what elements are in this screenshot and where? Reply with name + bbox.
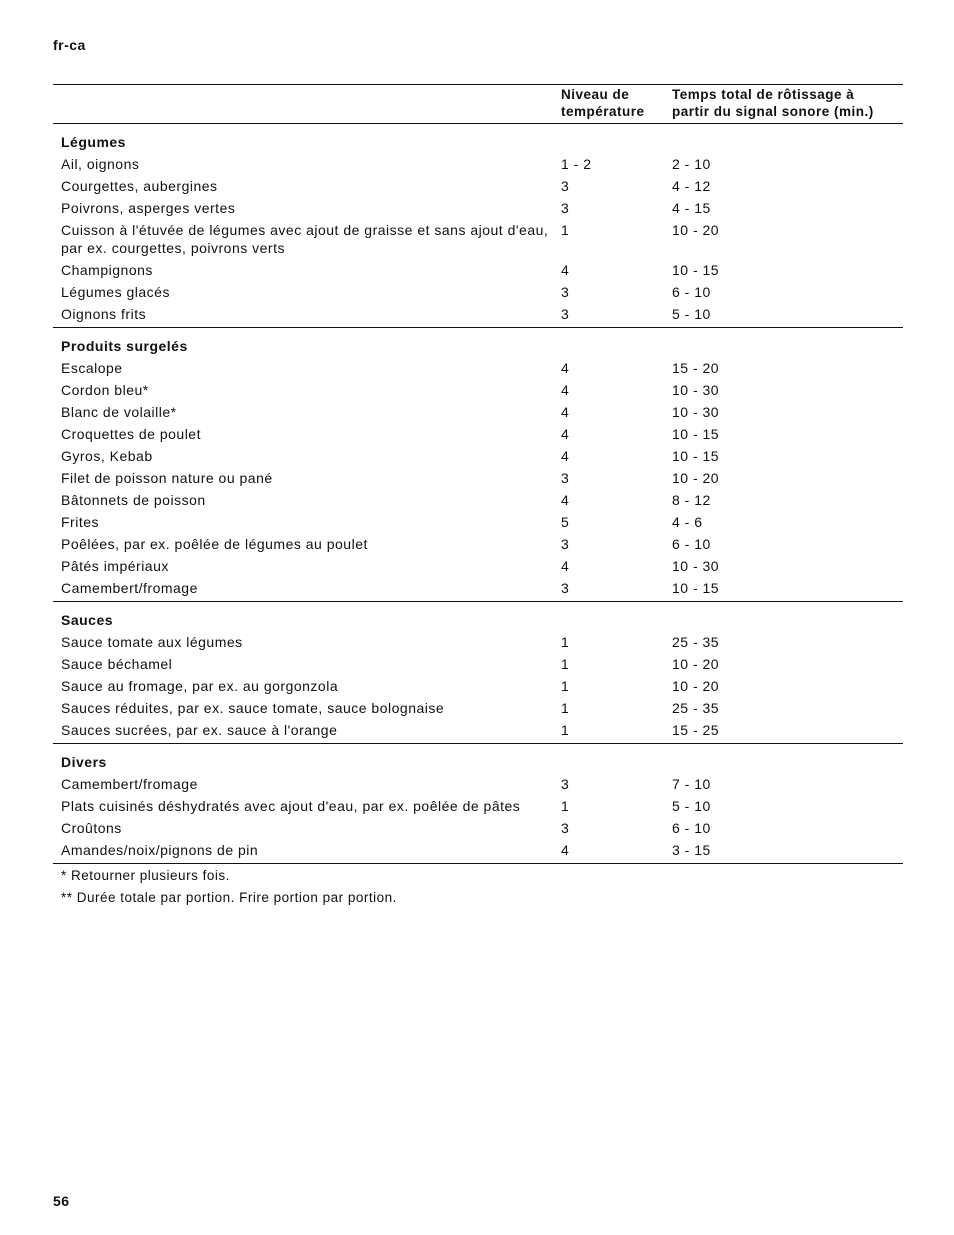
cooking-time: 6 - 10: [672, 284, 711, 300]
cooking-time: 25 - 35: [672, 634, 720, 650]
cooking-time: 15 - 25: [672, 722, 720, 738]
food-name: Oignons frits: [61, 306, 147, 322]
temperature-level: 3: [561, 470, 570, 486]
food-name: Légumes glacés: [61, 284, 170, 300]
food-name: Cordon bleu*: [61, 382, 149, 398]
column-header-level-line1: Niveau de: [561, 87, 630, 102]
food-name: Camembert/fromage: [61, 776, 198, 792]
temperature-level: 4: [561, 262, 570, 278]
cooking-time: 10 - 30: [672, 382, 720, 398]
temperature-level: 4: [561, 360, 570, 376]
section-heading: Produits surgelés: [61, 338, 188, 354]
food-name: Sauce tomate aux légumes: [61, 634, 243, 650]
cooking-time: 10 - 20: [672, 222, 720, 238]
section-heading: Légumes: [61, 134, 126, 150]
table-row: [53, 653, 903, 675]
cooking-time: 7 - 10: [672, 776, 711, 792]
temperature-level: 1: [561, 722, 570, 738]
food-name: Sauce au fromage, par ex. au gorgonzola: [61, 678, 339, 694]
cooking-time: 4 - 6: [672, 514, 703, 530]
food-name: Frites: [61, 514, 99, 530]
table-row: [53, 219, 903, 259]
table-row: [53, 631, 903, 653]
table-row: [53, 489, 903, 511]
food-name: Blanc de volaille*: [61, 404, 177, 420]
table-row: [53, 197, 903, 219]
table-section: [53, 328, 903, 602]
food-name: Champignons: [61, 262, 153, 278]
temperature-level: 4: [561, 426, 570, 442]
table-row: [53, 817, 903, 839]
food-name: Poivrons, asperges vertes: [61, 200, 236, 216]
column-header-time-line2: partir du signal sonore (min.): [672, 104, 874, 119]
column-header-time: [672, 86, 874, 120]
table-section: [53, 602, 903, 744]
food-name: Bâtonnets de poisson: [61, 492, 206, 508]
cooking-time: 6 - 10: [672, 820, 711, 836]
cooking-time: 10 - 20: [672, 470, 720, 486]
page-number: 56: [53, 1193, 70, 1209]
temperature-level: 3: [561, 284, 570, 300]
temperature-level: 4: [561, 404, 570, 420]
cooking-time: 3 - 15: [672, 842, 711, 858]
table-row: [53, 401, 903, 423]
table-row: [53, 281, 903, 303]
cooking-time: 10 - 20: [672, 656, 720, 672]
table-section: [53, 124, 903, 328]
temperature-level: 4: [561, 448, 570, 464]
table-row: [53, 697, 903, 719]
cooking-time: 4 - 12: [672, 178, 711, 194]
cooking-time: 10 - 15: [672, 580, 720, 596]
language-code: fr-ca: [53, 37, 86, 53]
table-row: [53, 773, 903, 795]
table-row: [53, 839, 903, 861]
temperature-level: 3: [561, 178, 570, 194]
food-name: Pâtés impériaux: [61, 558, 169, 574]
table-row: [53, 719, 903, 741]
food-name: Croûtons: [61, 820, 122, 836]
cooking-time: 5 - 10: [672, 306, 711, 322]
food-name: Cuisson à l'étuvée de légumes avec ajout de graisse et sans ajout d'eau, par ex. courgettes, poivrons verts: [61, 222, 549, 256]
table-section: [53, 744, 903, 864]
table-row: [53, 577, 903, 599]
temperature-level: 3: [561, 580, 570, 596]
cooking-table: [53, 84, 903, 909]
food-name: Escalope: [61, 360, 123, 376]
temperature-level: 1: [561, 222, 570, 238]
food-name: Gyros, Kebab: [61, 448, 153, 464]
temperature-level: 1: [561, 798, 570, 814]
food-name: Sauces sucrées, par ex. sauce à l'orange: [61, 722, 338, 738]
section-heading: Divers: [61, 754, 107, 770]
table-body: [53, 124, 903, 864]
temperature-level: 4: [561, 558, 570, 574]
table-row: [53, 303, 903, 325]
section-heading: Sauces: [61, 612, 114, 628]
temperature-level: 1: [561, 634, 570, 650]
temperature-level: 1 - 2: [561, 156, 592, 172]
table-row: [53, 467, 903, 489]
footnote: ** Durée totale par portion. Frire portion par portion.: [61, 890, 397, 905]
temperature-level: 3: [561, 776, 570, 792]
cooking-time: 8 - 12: [672, 492, 711, 508]
temperature-level: 3: [561, 820, 570, 836]
column-header-level: [561, 86, 672, 120]
food-name: Poêlées, par ex. poêlée de légumes au poulet: [61, 536, 368, 552]
table-row: [53, 379, 903, 401]
table-header: [53, 85, 903, 124]
food-name: Ail, oignons: [61, 156, 140, 172]
food-name: Sauce béchamel: [61, 656, 173, 672]
food-name: Filet de poisson nature ou pané: [61, 470, 273, 486]
table-row: [53, 533, 903, 555]
cooking-time: 5 - 10: [672, 798, 711, 814]
cooking-time: 25 - 35: [672, 700, 720, 716]
table-row: [53, 555, 903, 577]
footnote: * Retourner plusieurs fois.: [61, 868, 230, 883]
food-name: Courgettes, aubergines: [61, 178, 218, 194]
temperature-level: 3: [561, 200, 570, 216]
table-row: [53, 175, 903, 197]
cooking-time: 10 - 30: [672, 558, 720, 574]
table-row: [53, 445, 903, 467]
temperature-level: 4: [561, 382, 570, 398]
temperature-level: 5: [561, 514, 570, 530]
food-name: Croquettes de poulet: [61, 426, 201, 442]
temperature-level: 1: [561, 656, 570, 672]
cooking-time: 4 - 15: [672, 200, 711, 216]
temperature-level: 1: [561, 700, 570, 716]
table-row: [53, 357, 903, 379]
cooking-time: 10 - 15: [672, 448, 720, 464]
table-row: [53, 423, 903, 445]
cooking-time: 10 - 15: [672, 426, 720, 442]
cooking-time: 6 - 10: [672, 536, 711, 552]
temperature-level: 3: [561, 536, 570, 552]
cooking-time: 10 - 30: [672, 404, 720, 420]
food-name: Sauces réduites, par ex. sauce tomate, sauce bolognaise: [61, 700, 445, 716]
cooking-time: 2 - 10: [672, 156, 711, 172]
table-row: [53, 153, 903, 175]
table-row: [53, 675, 903, 697]
column-header-time-line1: Temps total de rôtissage à: [672, 87, 855, 102]
temperature-level: 1: [561, 678, 570, 694]
cooking-time: 10 - 15: [672, 262, 720, 278]
temperature-level: 4: [561, 842, 570, 858]
food-name: Camembert/fromage: [61, 580, 198, 596]
table-row: [53, 259, 903, 281]
temperature-level: 3: [561, 306, 570, 322]
column-header-level-line2: température: [561, 104, 645, 119]
cooking-time: 15 - 20: [672, 360, 720, 376]
food-name: Plats cuisinés déshydratés avec ajout d'eau, par ex. poêlée de pâtes: [61, 798, 521, 814]
table-row: [53, 795, 903, 817]
cooking-time: 10 - 20: [672, 678, 720, 694]
food-name: Amandes/noix/pignons de pin: [61, 842, 259, 858]
temperature-level: 4: [561, 492, 570, 508]
table-row: [53, 511, 903, 533]
footnotes: [53, 864, 903, 909]
